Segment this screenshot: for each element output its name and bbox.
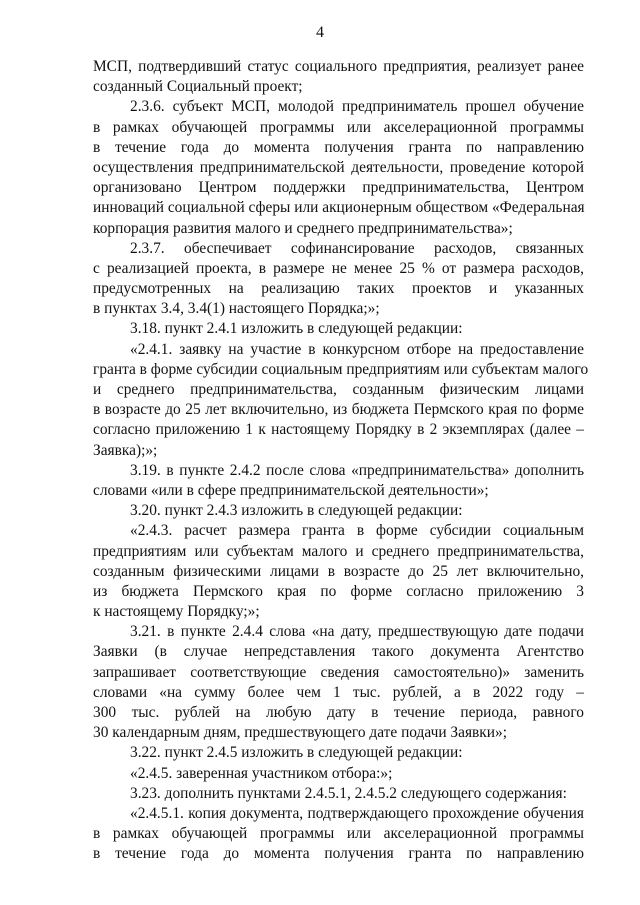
text-line: из бюджета Пермского края по форме согласно приложению 3: [93, 582, 584, 600]
text-line: МСП, подтвердивший статус социального предприятия, реализует ранее: [93, 58, 584, 75]
text-line: «2.4.5.1. копия документа, подтверждающего прохождение обучения: [130, 804, 584, 822]
text-line: 30 календарным дням, предшествующего дате подачи Заявки»;: [93, 724, 507, 742]
text-line: в возрасте до 25 лет включительно, из бюджета Пермского края по форме: [93, 401, 584, 419]
text-line: предусмотренных на реализацию таких проектов и указанных: [93, 280, 584, 298]
text-line: созданный Социальный проект;: [93, 78, 303, 96]
text-line: «2.4.1. заявку на участие в конкурсном отборе на предоставление: [130, 340, 584, 358]
text-line: в рамках обучающей программы или акселерационной программы: [93, 118, 584, 136]
text-line: с реализацией проекта, в размере не менее 25 % от размера расходов,: [93, 259, 584, 277]
text-line: 3.22. пункт 2.4.5 изложить в следующей редакции:: [130, 744, 463, 762]
text-line: инноваций социальной сферы или акционерным обществом «Федеральная: [93, 199, 585, 217]
text-line: «2.4.3. расчет размера гранта в форме субсидии социальным: [130, 522, 584, 540]
text-line: организовано Центром поддержки предпринимательства, Центром: [93, 179, 584, 197]
text-line: словами «на сумму более чем 1 тыс. рублей, а в 2022 году –: [93, 683, 584, 701]
text-line: «2.4.5. заверенная участником отбора:»;: [130, 764, 393, 782]
document-body: [93, 57, 589, 865]
text-line: 3.20. пункт 2.4.3 изложить в следующей редакции:: [130, 502, 463, 520]
text-line: Заявка);»;: [93, 441, 158, 459]
text-line: в течение года до момента получения гранта по направлению: [93, 138, 584, 156]
text-line: и среднего предпринимательства, созданным физическим лицами: [93, 381, 584, 398]
text-line: 3.18. пункт 2.4.1 изложить в следующей редакции:: [130, 320, 463, 338]
text-line: в течение года до момента получения гранта по направлению: [93, 845, 584, 863]
text-line: созданным физическими лицами в возрасте до 25 лет включительно,: [93, 562, 584, 580]
text-line: 3.19. в пункте 2.4.2 после слова «предпринимательства» дополнить: [130, 461, 584, 479]
text-line: запрашивает соответствующие сведения самостоятельно)» заменить: [93, 663, 584, 681]
text-line: 2.3.7. обеспечивает софинансирование расходов, связанных: [130, 239, 584, 257]
text-line: осуществления предпринимательской деятельности, проведение которой: [93, 158, 584, 176]
text-line: в пунктах 3.4, 3.4(1) настоящего Порядка;»;: [93, 300, 380, 318]
text-line: 300 тыс. рублей на любую дату в течение периода, равного: [93, 704, 584, 721]
text-line: 3.21. в пункте 2.4.4 слова «на дату, предшествующую дате подачи: [130, 623, 584, 641]
text-line: 3.23. дополнить пунктами 2.4.5.1, 2.4.5.2 следующего содержания:: [130, 784, 567, 802]
text-line: корпорация развития малого и среднего предпринимательства»;: [93, 219, 513, 237]
text-line: согласно приложению 1 к настоящему Порядку в 2 экземплярах (далее –: [93, 421, 584, 439]
text-line: в рамках обучающей программы или акселерационной программы: [93, 825, 584, 843]
text-line: к настоящему Порядку;»;: [93, 603, 260, 621]
text-line: предприятиям или субъектам малого и среднего предпринимательства,: [93, 542, 584, 560]
text-line: 2.3.6. субъект МСП, молодой предприниматель прошел обучение: [130, 98, 584, 116]
page-number: 4: [316, 24, 324, 41]
text-line: Заявки (в случае непредставления такого документа Агентство: [93, 643, 584, 661]
text-line: словами «или в сфере предпринимательской деятельности»;: [93, 481, 489, 499]
text-line: гранта в форме субсидии социальным предприятиям или субъектам малого: [93, 360, 589, 378]
